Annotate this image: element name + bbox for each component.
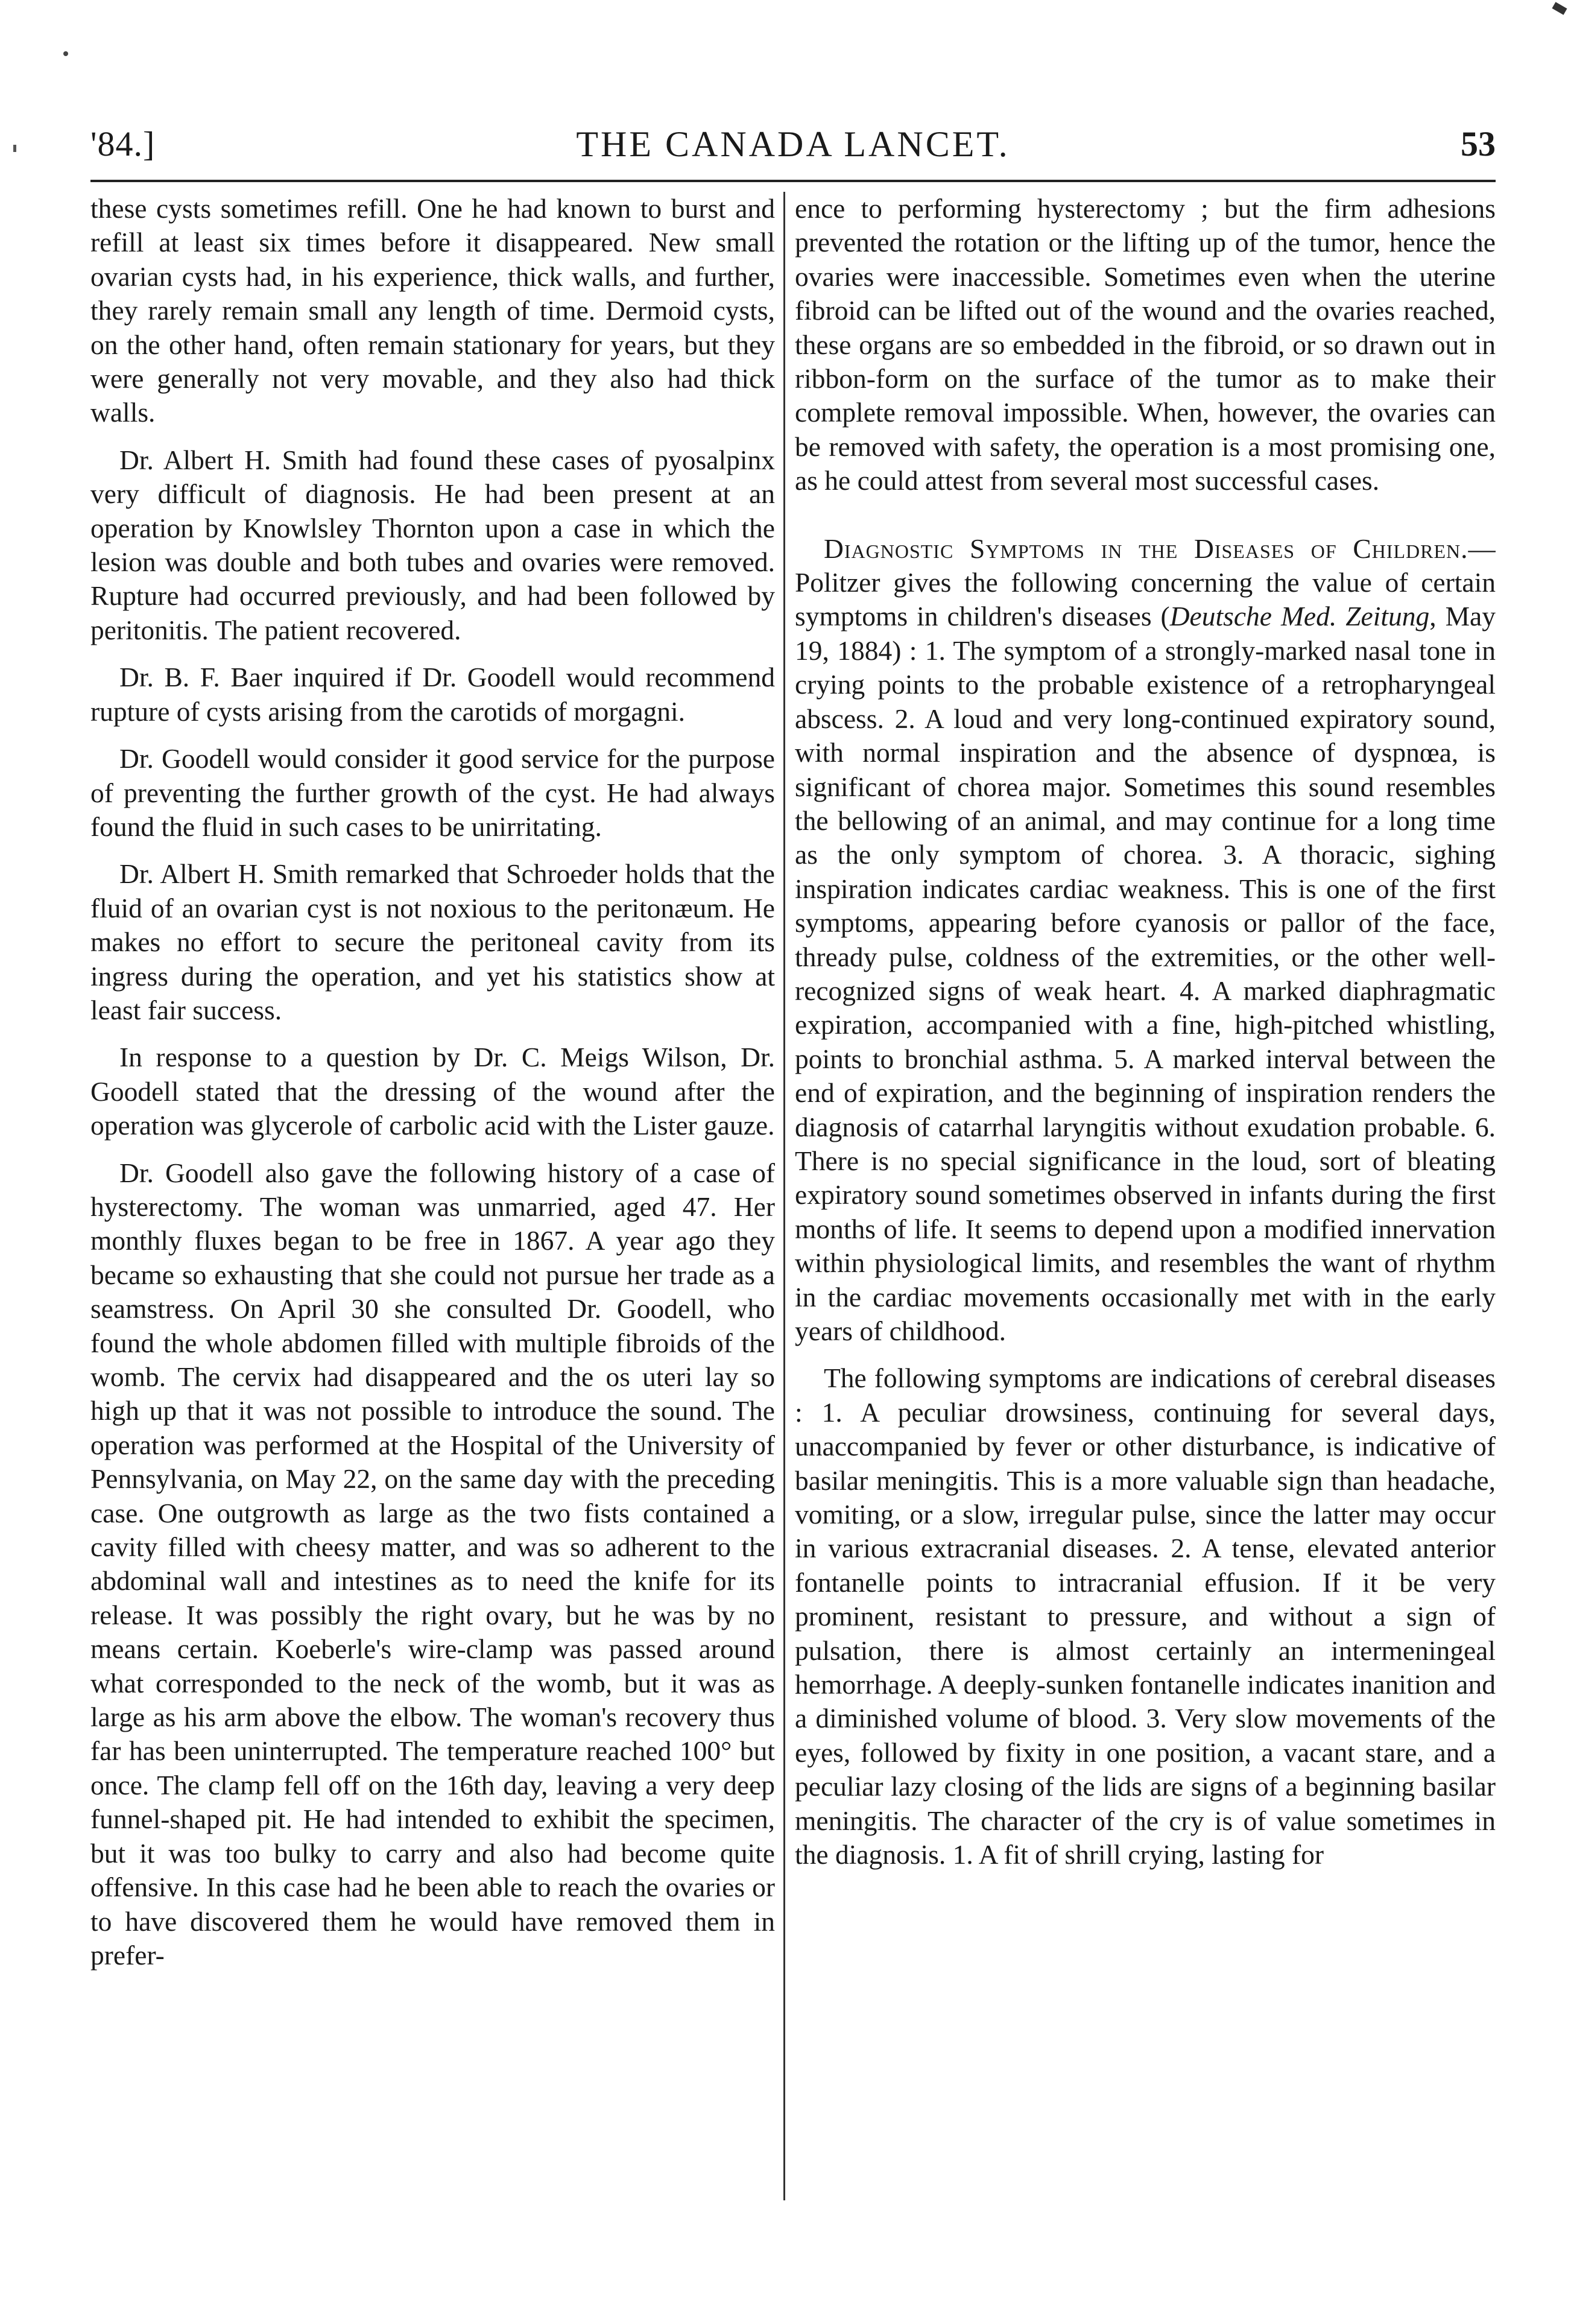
paragraph: these cysts sometimes refill. One he had known to burst and refill at least six times before it disappeared. New small ovarian cysts had, in his experience, thick walls, and further, they rarely remain small any length of time. Dermoid cysts, on the other hand, often remain stationary for years, but they were generally not very movable, and they also had thick walls. (90, 193, 775, 428)
section-lead: —Politzer gives the following concerning the value of certain symptoms in children's diseases ( (795, 533, 1496, 632)
right-column (795, 192, 1496, 2224)
running-header (90, 124, 1496, 178)
column-divider (783, 192, 785, 2200)
print-speck (1552, 2, 1567, 14)
left-column (90, 192, 775, 2224)
section-body: , May 19, 1884) : 1. The symptom of a strongly-marked nasal tone in crying points to the probable existence of a retropharyngeal abscess. 2. A loud and very long-continued expiratory sound, with normal inspiration and the absence of dyspnœa, is significant of chorea major. Sometimes this sound resembles the bellowing of an animal, and may continue for a long time as the only symptom of chorea. 3. A thoracic, sighing inspiration indicates cardiac weakness. This is one of the first symptoms, appearing before cyanosis or pallor of the face, thready pulse, coldness of the extremities, or the other well-recognized signs of weak heart. 4. A marked diaphragmatic expiration, accompanied with a fine, high-pitched whistling, points to bronchial asthma. 5. A marked interval between the end of expiration, and the beginning of inspiration renders the diagnosis of catarrhal laryngitis without exudation probable. 6. There is no special significance in the loud, sort of bleating expiratory sound sometimes observed in infants during the first months of life. It seems to depend upon a modified innervation within physiological limits, and resembles the want of rhythm in the cardiac movements occasionally met with in the early years of childhood. (795, 601, 1496, 1346)
print-speck (63, 51, 68, 56)
paragraph: Dr. B. F. Baer inquired if Dr. Goodell would recommend rupture of cysts arising from the carotids of morgagni. (90, 662, 775, 727)
header-year: '84.] (90, 124, 156, 163)
citation-journal: Deutsche Med. Zeitung (1169, 601, 1430, 632)
paragraph: Dr. Albert H. Smith had found these cases of pyosalpinx very difficult of diagnosis. He had been present at an operation by Knowlsley Thornton upon a case in which the lesion was double and both tubes and ovaries were removed. Rupture had occurred previously, and had been followed by peritonitis. The patient recovered. (90, 444, 775, 645)
print-speck (13, 145, 16, 152)
journal-title: THE CANADA LANCET. (576, 124, 1010, 164)
header-rule (90, 180, 1496, 182)
paragraph: The following symptoms are indications of cerebral diseases : 1. A peculiar drowsiness, continuing for several days, unaccompanied by fever or other disturbance, is indicative of basilar meningitis. This is a more valuable sign than headache, vomiting, or a slow, irregular pulse, since the latter may occur in various extracranial diseases. 2. A tense, elevated anterior fontanelle points to intracranial effusion. If it be very prominent, resistant to pressure, and without a sign of pulsation, there is almost certainly an intermeningeal hemorrhage. A deeply-sunken fontanelle indicates inanition and a diminished volume of blood. 3. Very slow movements of the eyes, followed by fixity in one position, a vacant stare, and a peculiar lazy closing of the lids are signs of a beginning basilar meningitis. The character of the cry is of value sometimes in the diagnosis. 1. A fit of shrill crying, lasting for (795, 1363, 1496, 1870)
paragraph: Dr. Goodell would consider it good service for the purpose of preventing the further growth of the cyst. He had always found the fluid in such cases to be unirritating. (90, 743, 775, 842)
section-heading: Diagnostic Symptoms in the Diseases of Children. (824, 533, 1468, 564)
paragraph: In response to a question by Dr. C. Meigs Wilson, Dr. Goodell stated that the dressing of the wound after the operation was glycerole of carbolic acid with the Lister gauze. (90, 1042, 775, 1141)
page-number: 53 (1461, 124, 1496, 163)
section-paragraph (795, 532, 1496, 1349)
paragraph: Dr. Goodell also gave the following history of a case of hysterectomy. The woman was unmarried, aged 47. Her monthly fluxes began to be free in 1867. A year ago they became so exhausting that she could not pursue her trade as a seamstress. On April 30 she consulted Dr. Goodell, who found the whole abdomen filled with multiple fibroids of the womb. The cervix had disappeared and the os uteri lay so high up that it was not possible to introduce the sound. The operation was performed at the Hospital of the University of Pennsylvania, on May 22, on the same day with the preceding case. One outgrowth as large as the two fists contained a cavity filled with cheesy matter, and was so adherent to the abdominal wall and intestines as to need the knife for its release. It was possibly the right ovary, but he was by no means certain. Koeberle's wire-clamp was passed around what corresponded to the neck of the womb, but it was as large as his arm above the elbow. The woman's recovery thus far has been uninterrupted. The temperature reached 100° but once. The clamp fell off on the 16th day, leaving a very deep funnel-shaped pit. He had intended to exhibit the specimen, but it was too bulky to carry and also had become quite offensive. In this case had he been able to reach the ovaries or to have discovered them he would have removed them in prefer- (90, 1157, 775, 1971)
paragraph: ence to performing hysterectomy ; but the firm adhesions prevented the rotation or the lifting up of the tumor, hence the ovaries were inaccessible. Sometimes even when the uterine fibroid can be lifted out of the wound and the ovaries reached, these organs are so embedded in the fibroid, or so drawn out in ribbon-form on the surface of the tumor as to make their complete removal impossible. When, however, the ovaries can be removed with safety, the operation is a most promising one, as he could attest from several most successful cases. (795, 193, 1496, 496)
paragraph: Dr. Albert H. Smith remarked that Schroeder holds that the fluid of an ovarian cyst is not noxious to the peritonæum. He makes no effort to secure the peritoneal cavity from its ingress during the operation, and yet his statistics show at least fair success. (90, 858, 775, 1025)
